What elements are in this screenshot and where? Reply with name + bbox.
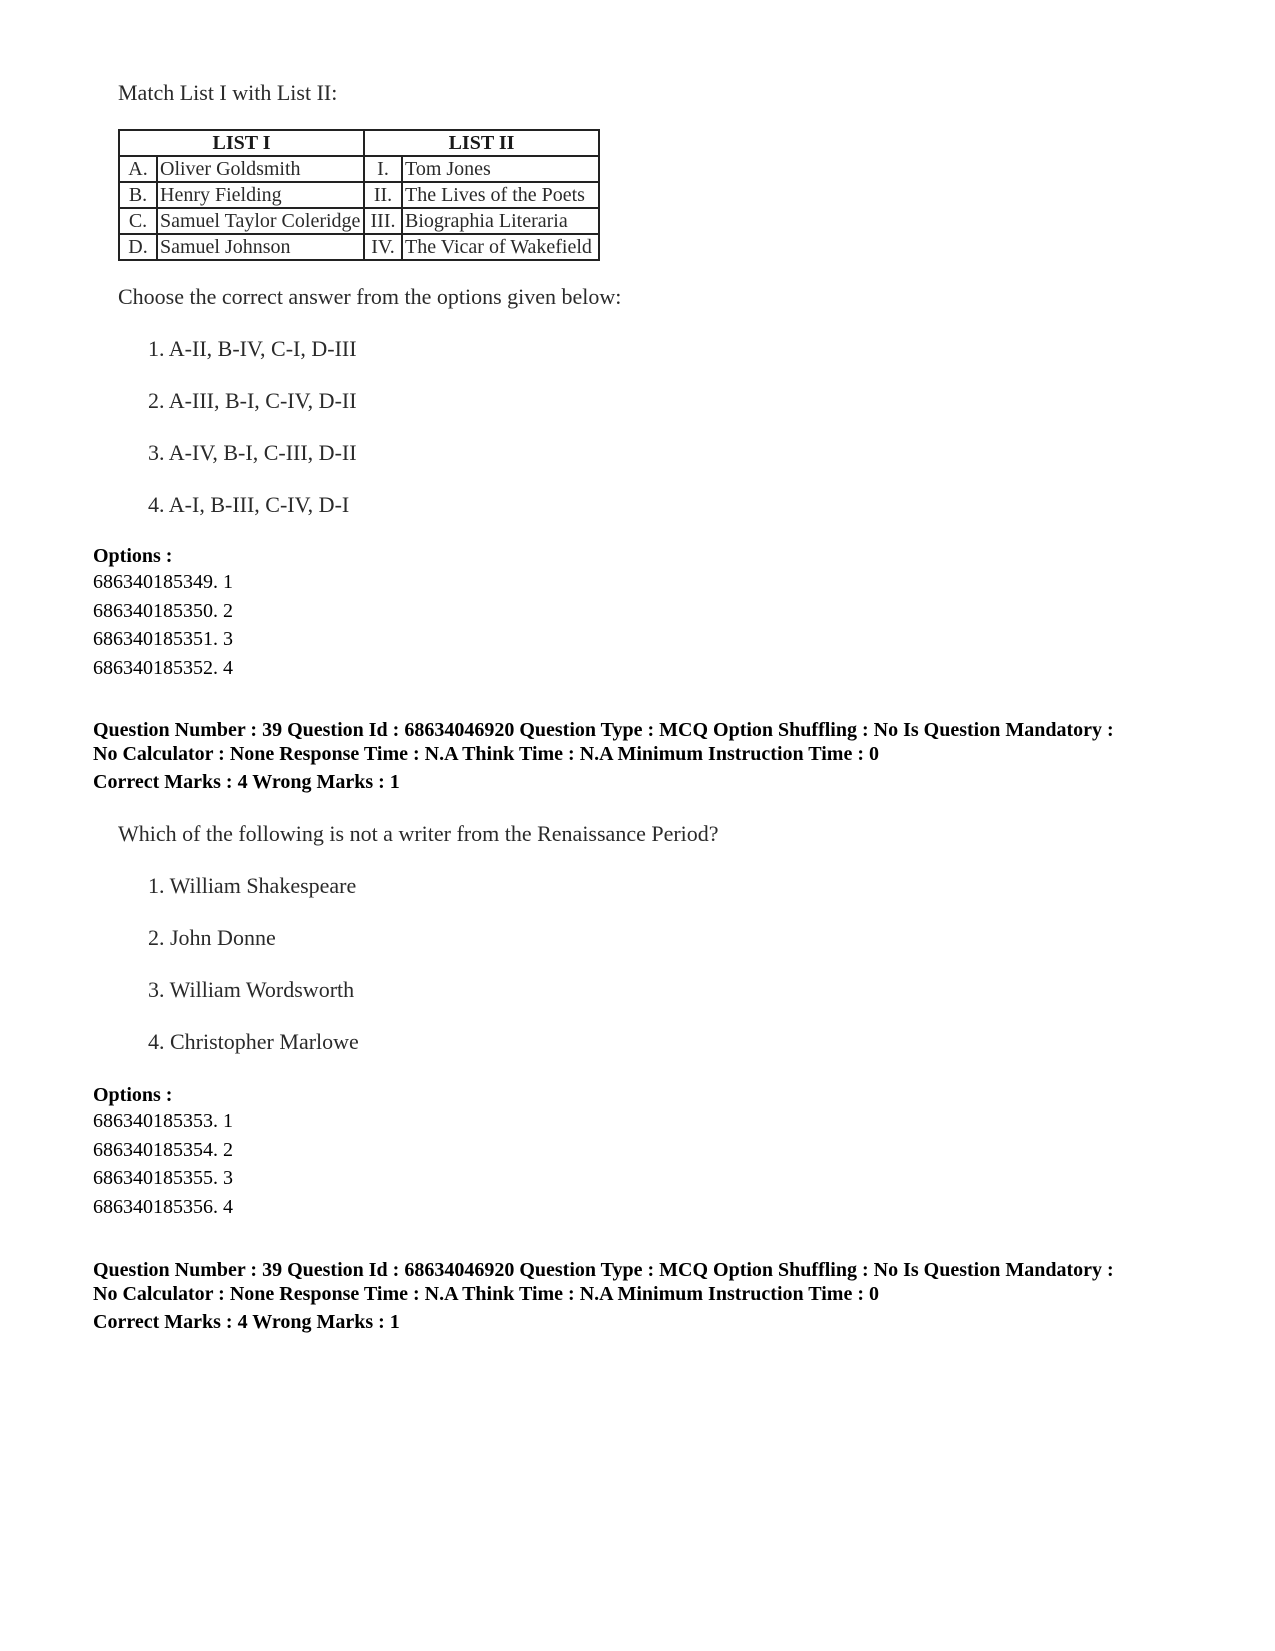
list-1-item: Oliver Goldsmith — [157, 156, 364, 182]
list-2-header: LIST II — [364, 130, 599, 156]
marks-line: Correct Marks : 4 Wrong Marks : 1 — [93, 1311, 400, 1333]
option-id: 686340185355. 3 — [93, 1167, 233, 1189]
option-id: 686340185352. 4 — [93, 656, 233, 679]
list-2-item: Biographia Literaria — [402, 208, 599, 234]
list-1-item: Henry Fielding — [157, 182, 364, 208]
question-prompt: Match List I with List II: — [118, 80, 338, 105]
list-2-index: II. — [364, 182, 402, 208]
match-table-wrapper — [118, 129, 600, 261]
choice-item: 2. A-III, B-I, C-IV, D-II — [148, 388, 357, 413]
option-id: 686340185350. 2 — [93, 599, 233, 622]
match-table-row — [119, 182, 599, 208]
question-38-body — [118, 80, 337, 106]
match-table-row — [119, 156, 599, 182]
choice-item: 1. William Shakespeare — [148, 873, 357, 898]
match-table — [118, 129, 600, 261]
list-2-index: IV. — [364, 234, 402, 260]
list-1-item: Samuel Johnson — [157, 234, 364, 260]
options-block-q38 — [93, 544, 233, 682]
question-meta-39 — [93, 718, 1203, 794]
list-2-item: The Lives of the Poets — [402, 182, 599, 208]
list-1-index: D. — [119, 234, 157, 260]
list-2-item: The Vicar of Wakefield — [402, 234, 599, 260]
marks-line: Correct Marks : 4 Wrong Marks : 1 — [93, 771, 400, 793]
choice-item: 2. John Donne — [148, 925, 276, 950]
list-2-index: III. — [364, 208, 402, 234]
question-39-body — [118, 821, 719, 847]
list-1-header: LIST I — [119, 130, 364, 156]
options-label: Options : — [93, 1084, 173, 1106]
instruction-wrapper — [118, 284, 621, 310]
choice-item: 4. Christopher Marlowe — [148, 1029, 359, 1054]
list-1-index: A. — [119, 156, 157, 182]
option-id: 686340185351. 3 — [93, 628, 233, 650]
question-meta-line: Question Number : 39 Question Id : 68634046920 Question Type : MCQ Option Shuffling : No Is Question Mandatory : — [93, 719, 1114, 741]
choice-item: 3. A-IV, B-I, C-III, D-II — [148, 440, 357, 465]
options-label: Options : — [93, 545, 173, 567]
list-1-index: B. — [119, 182, 157, 208]
answer-instruction: Choose the correct answer from the options given below: — [118, 284, 622, 309]
choice-item: 1. A-II, B-IV, C-I, D-III — [148, 336, 357, 361]
match-table-header — [119, 130, 599, 156]
option-id: 686340185349. 1 — [93, 571, 233, 593]
question-meta-next — [93, 1258, 1203, 1334]
question-meta-line: No Calculator : None Response Time : N.A Think Time : N.A Minimum Instruction Time : 0 — [93, 1283, 879, 1305]
question-prompt: Which of the following is not a writer from the Renaissance Period? — [118, 821, 719, 846]
match-table-row — [119, 234, 599, 260]
list-2-item: Tom Jones — [402, 156, 599, 182]
option-id: 686340185354. 2 — [93, 1138, 233, 1161]
option-id: 686340185353. 1 — [93, 1110, 233, 1132]
options-block-q39 — [93, 1083, 233, 1221]
choice-item: 3. William Wordsworth — [148, 977, 355, 1002]
list-1-item: Samuel Taylor Coleridge — [157, 208, 364, 234]
list-2-index: I. — [364, 156, 402, 182]
option-id: 686340185356. 4 — [93, 1195, 233, 1218]
match-table-row — [119, 208, 599, 234]
question-meta-line: No Calculator : None Response Time : N.A Think Time : N.A Minimum Instruction Time : 0 — [93, 743, 879, 765]
question-meta-line: Question Number : 39 Question Id : 68634046920 Question Type : MCQ Option Shuffling : No Is Question Mandatory : — [93, 1259, 1114, 1281]
choice-item: 4. A-I, B-III, C-IV, D-I — [148, 492, 350, 517]
list-1-index: C. — [119, 208, 157, 234]
